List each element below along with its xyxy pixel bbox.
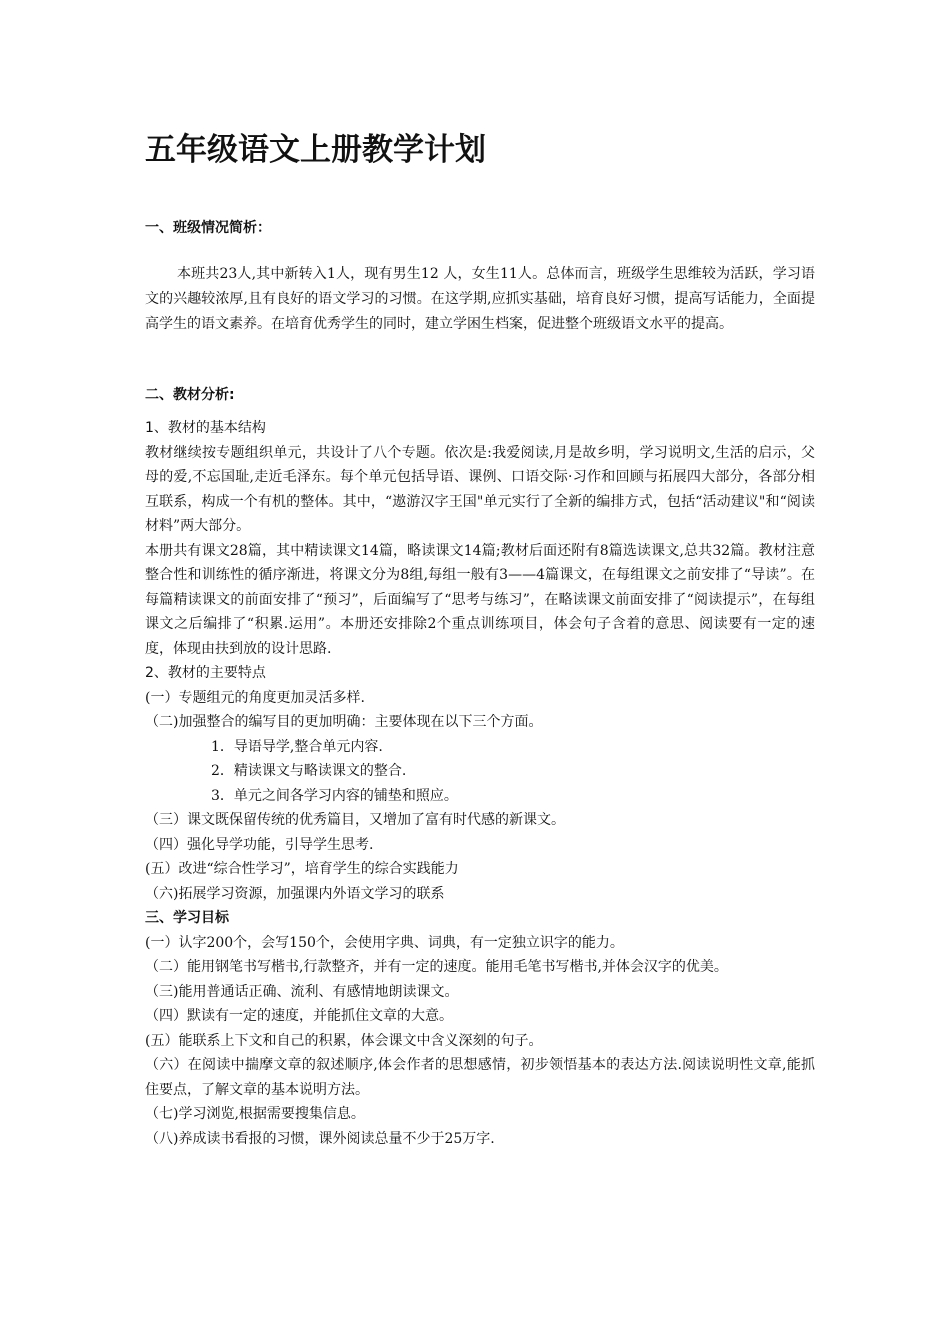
- section-class-overview: [145, 216, 815, 240]
- list-item: （三）课文既保留传统的优秀篇目，又增加了富有时代感的新课文。: [145, 812, 565, 828]
- list-item: (一）认字200个，会写150个，会使用字典、词典，有一定独立识字的能力。: [145, 934, 624, 951]
- section-heading: 三、学习目标: [145, 910, 229, 926]
- section-class-overview-body: [145, 262, 815, 337]
- paragraph: 教材继续按专题组织单元，共设计了八个专题。依次是:我爱阅读,月是故乡明，学习说明文,生活的启示，父母的爱,不忘国耻,走近毛泽东。每个单元包括导语、课例、口语交际·习作和回顾与拓展四大部分，各部分相互联系，构成一个有机的整体。其中，“遨游汉字王国"单元实行了全新的编排方式，包括“活动建议"和“阅读材料”两大部分。: [145, 444, 815, 534]
- list-item: （四）强化导学功能，引导学生思考.: [145, 836, 374, 853]
- numbered-item: 3．单元之间各学习内容的铺垫和照应。: [211, 787, 458, 804]
- list-item: (五）能联系上下文和自己的积累，体会课文中含义深刻的句子。: [145, 1032, 543, 1049]
- section-textbook-analysis: [145, 383, 815, 407]
- page-title: 五年级语文上册教学计划: [145, 132, 486, 168]
- list-item: (一）专题组元的角度更加灵活多样.: [145, 689, 365, 706]
- paragraph: 本班共23人,其中新转入1人，现有男生12 人，女生11人。总体而言，班级学生思维较为活跃，学习语文的兴趣较浓厚,且有良好的语文学习的习惯。在这学期,应抓实基础，培育良好习惯，提高写话能力，全面提高学生的语文素养。在培育优秀学生的同时，建立学困生档案，促进整个班级语文水平的提高。: [145, 266, 815, 332]
- section-heading: 一、班级情况简析：: [145, 220, 271, 236]
- list-item: （六）在阅读中揣摩文章的叙述顺序,体会作者的思想感情，初步领悟基本的表达方法.阅读说明性文章,能抓住要点，了解文章的基本说明方法。: [145, 1057, 815, 1098]
- list-item: （三)能用普通话正确、流利、有感情地朗读课文。: [145, 983, 459, 1000]
- section-textbook-analysis-body: [145, 416, 815, 1151]
- list-item: （四）默读有一定的速度，并能抓住文章的大意。: [145, 1008, 453, 1024]
- numbered-item: 1．导语导学,整合单元内容.: [211, 738, 383, 755]
- section-heading: 二、教材分析:: [145, 387, 235, 403]
- numbered-item: 2．精读课文与略读课文的整合.: [211, 763, 407, 779]
- list-item: （七)学习浏览,根据需要搜集信息。: [145, 1106, 365, 1122]
- list-item: （二）能用钢笔书写楷书,行款整齐，并有一定的速度。能用毛笔书写楷书,并体会汉字的优美。: [145, 959, 728, 975]
- list-item: （八)养成读书看报的习惯，课外阅读总量不少于25万字.: [145, 1130, 495, 1147]
- list-item: （二)加强整合的编写目的更加明确：主要体现在以下三个方面。: [145, 714, 543, 730]
- subheading: 2、教材的主要特点: [145, 665, 266, 681]
- list-item: (五）改进“综合性学习”，培育学生的综合实践能力: [145, 861, 459, 877]
- paragraph: 本册共有课文28篇，其中精读课文14篇，略读课文14篇;教材后面还附有8篇选读课文,总共32篇。教材注意整合性和训练性的循序渐进，将课文分为8组,每组一般有3——4篇课文，在每组课文之前安排了“导读”。在每篇精读课文的前面安排了“预习”，后面编写了“思考与练习”，在略读课文前面安排了“阅读提示”，在每组课文之后编排了“积累.运用”。本册还安排除2个重点训练项目，体会句子含着的意思、阅读要有一定的速度，体现由扶到放的设计思路.: [145, 542, 815, 657]
- list-item: （六)拓展学习资源，加强课内外语文学习的联系: [145, 885, 445, 902]
- subheading: 1、教材的基本结构: [145, 420, 266, 436]
